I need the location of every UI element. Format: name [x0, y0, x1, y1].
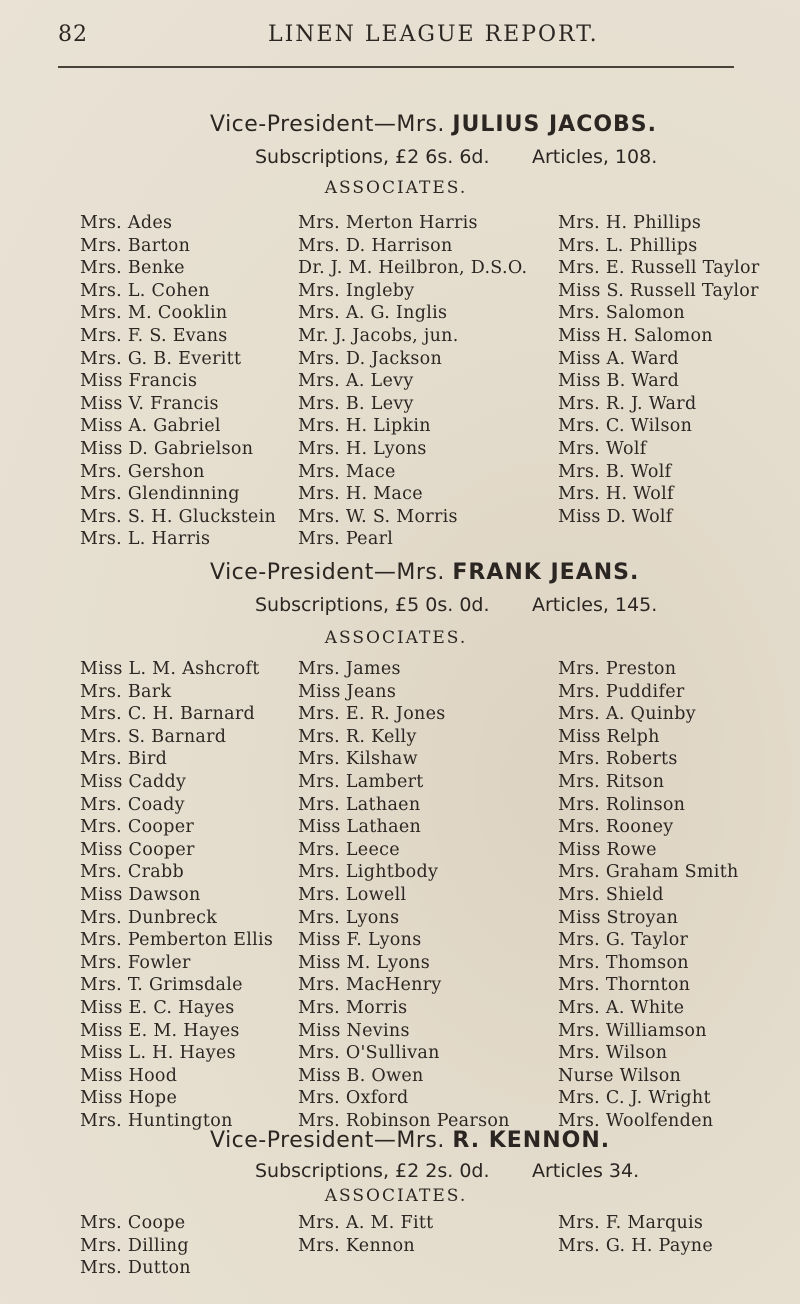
associate-name: Mrs. D. Jackson	[298, 348, 443, 369]
vice-president-name: JULIUS JACOBS.	[452, 112, 658, 137]
associate-name: Miss Hood	[80, 1065, 178, 1086]
associates-column-3	[558, 658, 739, 1132]
vice-president-prefix: Vice-President—Mrs.	[210, 1128, 445, 1153]
associates-heading: ASSOCIATES.	[324, 628, 468, 648]
associate-name: Mrs. Ingleby	[298, 280, 415, 301]
associate-name: Mrs. F. Marquis	[558, 1213, 704, 1233]
associate-name: Miss S. Russell Taylor	[558, 280, 759, 301]
associate-name: Miss V. Francis	[80, 393, 219, 414]
associate-name: Mrs. G. Taylor	[558, 930, 689, 951]
associate-name: Miss M. Lyons	[298, 952, 430, 973]
associate-name: Miss Hope	[80, 1088, 178, 1109]
associate-name: Miss A. Gabriel	[80, 416, 221, 437]
associate-name: Mrs. Gershon	[80, 461, 205, 482]
associates-column-3	[558, 212, 760, 528]
associate-name: Mrs. L. Cohen	[80, 280, 210, 301]
associate-name: Mrs. A. White	[558, 997, 685, 1018]
associate-name: Miss Jeans	[298, 681, 397, 702]
articles-total: Articles, 145.	[532, 594, 658, 616]
subscriptions-total: Subscriptions, £5 0s. 0d.	[255, 594, 490, 616]
running-title: LINEN LEAGUE REPORT.	[268, 22, 599, 47]
associate-name: Mrs. Thornton	[558, 975, 691, 996]
associate-name: Mrs. A. Quinby	[558, 704, 696, 725]
associate-name: Mrs. L. Harris	[80, 529, 211, 550]
associate-name: Mrs. Puddifer	[558, 681, 685, 702]
associate-name: Mrs. E. Russell Taylor	[558, 258, 760, 279]
associate-name: Mrs. S. H. Gluckstein	[80, 506, 277, 527]
associate-name: Mrs. Williamson	[558, 1020, 707, 1041]
subscriptions-total: Subscriptions, £2 6s. 6d.	[255, 146, 490, 168]
vice-president-prefix: Vice-President—Mrs.	[210, 560, 445, 585]
vice-president-heading	[210, 1128, 610, 1153]
associate-name: Mrs. Dunbreck	[80, 907, 218, 928]
associate-name: Mrs. Lathaen	[298, 794, 421, 815]
associate-name: Miss H. Salomon	[558, 325, 713, 346]
associate-name: Mrs. B. Wolf	[558, 461, 672, 482]
associate-name: Mrs. Ades	[80, 213, 173, 233]
associate-name: Mrs. B. Levy	[298, 393, 414, 414]
associate-name: Mrs. Preston	[558, 659, 677, 679]
associate-name: Mrs. C. Wilson	[558, 416, 693, 437]
associates-column-1	[80, 658, 273, 1132]
associate-name: Miss Francis	[80, 371, 198, 392]
associate-name: Mrs. Woolfenden	[558, 1110, 714, 1131]
associate-name: Mrs. James	[298, 659, 401, 679]
associate-name: Mrs. C. H. Barnard	[80, 704, 255, 725]
associate-name: Mrs. Morris	[298, 997, 408, 1018]
vice-president-heading	[210, 560, 639, 585]
associate-name: Nurse Wilson	[558, 1065, 682, 1086]
associate-name: Mrs. Lowell	[298, 884, 407, 905]
associate-name: Mrs. Benke	[80, 258, 185, 279]
associate-name: Mrs. Crabb	[80, 862, 184, 883]
vice-president-name: R. KENNON.	[452, 1128, 611, 1153]
associate-name: Mrs. G. B. Everitt	[80, 348, 242, 369]
associate-name: Mrs. Lambert	[298, 771, 424, 792]
associate-name: Miss D. Gabrielson	[80, 438, 254, 459]
associate-name: Miss B. Owen	[298, 1065, 424, 1086]
associate-name: Mrs. Huntington	[80, 1110, 233, 1131]
associate-name: Dr. J. M. Heilbron, D.S.O.	[298, 258, 528, 279]
associate-name: Mrs. A. Levy	[298, 371, 414, 392]
associate-name: Mrs. M. Cooklin	[80, 303, 228, 324]
associate-name: Mrs. Bark	[80, 681, 172, 702]
associate-name: Miss L. M. Ashcroft	[80, 659, 260, 679]
associate-name: Mrs. R. Kelly	[298, 726, 417, 747]
associate-name: Miss Lathaen	[298, 817, 422, 838]
associate-name: Mrs. A. M. Fitt	[298, 1213, 434, 1233]
associate-name: Miss F. Lyons	[298, 930, 422, 951]
associate-name: Mrs. Pearl	[298, 529, 394, 550]
associate-name: Mrs. H. Wolf	[558, 484, 674, 505]
articles-total: Articles, 108.	[532, 146, 658, 168]
associate-name: Mrs. Lyons	[298, 907, 400, 928]
associate-name: Mrs. Lightbody	[298, 862, 439, 883]
associate-name: Mrs. F. S. Evans	[80, 325, 228, 346]
associate-name: Miss L. H. Hayes	[80, 1043, 236, 1064]
vice-president-prefix: Vice-President—Mrs.	[210, 112, 445, 137]
associate-name: Mrs. H. Lyons	[298, 438, 427, 459]
associate-name: Miss D. Wolf	[558, 506, 673, 527]
associate-name: Mrs. Wolf	[558, 438, 647, 459]
associate-name: Mrs. C. J. Wright	[558, 1088, 711, 1109]
vice-president-name: FRANK JEANS.	[452, 560, 640, 585]
associate-name: Miss B. Ward	[558, 371, 680, 392]
associate-name: Mrs. Dilling	[80, 1235, 189, 1256]
associate-name: Mrs. E. R. Jones	[298, 704, 446, 725]
associate-name: Miss Nevins	[298, 1020, 410, 1041]
associate-name: Mrs. Ritson	[558, 771, 665, 792]
associate-name: Mrs. W. S. Morris	[298, 506, 458, 527]
associate-name: Mrs. Kennon	[298, 1235, 415, 1256]
associate-name: Mrs. Mace	[298, 461, 396, 482]
associate-name: Miss A. Ward	[558, 348, 679, 369]
associate-name: Mrs. Merton Harris	[298, 213, 478, 233]
associate-name: Mrs. Coope	[80, 1213, 186, 1233]
associate-name: Mrs. Thomson	[558, 952, 689, 973]
associates-column-2	[298, 212, 527, 551]
associate-name: Miss Cooper	[80, 839, 195, 860]
associate-name: Mrs. D. Harrison	[298, 235, 453, 256]
associate-name: Mrs. H. Phillips	[558, 213, 702, 233]
page-number: 82	[58, 22, 88, 47]
associate-name: Miss Stroyan	[558, 907, 679, 928]
associates-column-2	[298, 658, 510, 1132]
associate-name: Mr. J. Jacobs, jun.	[298, 325, 459, 346]
associate-name: Mrs. O'Sullivan	[298, 1043, 440, 1064]
associate-name: Mrs. Graham Smith	[558, 862, 739, 883]
associate-name: Mrs. Dutton	[80, 1258, 191, 1279]
associate-name: Mrs. A. G. Inglis	[298, 303, 448, 324]
associate-name: Mrs. Fowler	[80, 952, 191, 973]
associate-name: Mrs. Pemberton Ellis	[80, 930, 274, 951]
associate-name: Mrs. Rolinson	[558, 794, 686, 815]
associate-name: Mrs. R. J. Ward	[558, 393, 697, 414]
associate-name: Mrs. Wilson	[558, 1043, 668, 1064]
associates-column-3	[558, 1212, 713, 1257]
associate-name: Miss Caddy	[80, 771, 187, 792]
associate-name: Miss E. C. Hayes	[80, 997, 235, 1018]
associate-name: Mrs. Leece	[298, 839, 400, 860]
associate-name: Mrs. S. Barnard	[80, 726, 227, 747]
associate-name: Mrs. L. Phillips	[558, 235, 698, 256]
associate-name: Mrs. Robinson Pearson	[298, 1110, 510, 1131]
associates-heading: ASSOCIATES.	[324, 1186, 468, 1206]
subscriptions-total: Subscriptions, £2 2s. 0d.	[255, 1160, 490, 1182]
associate-name: Miss Dawson	[80, 884, 201, 905]
associate-name: Mrs. T. Grimsdale	[80, 975, 243, 996]
associates-column-1	[80, 1212, 191, 1280]
associate-name: Mrs. G. H. Payne	[558, 1235, 713, 1256]
associate-name: Mrs. Kilshaw	[298, 749, 418, 770]
vice-president-heading	[210, 112, 657, 137]
associate-name: Miss Relph	[558, 726, 660, 747]
associate-name: Mrs. H. Mace	[298, 484, 423, 505]
associate-name: Mrs. Coady	[80, 794, 185, 815]
associate-name: Mrs. Cooper	[80, 817, 195, 838]
associate-name: Miss Rowe	[558, 839, 657, 860]
associate-name: Mrs. MacHenry	[298, 975, 442, 996]
header-rule	[58, 66, 734, 68]
associate-name: Miss E. M. Hayes	[80, 1020, 240, 1041]
associates-heading: ASSOCIATES.	[324, 178, 468, 198]
associate-name: Mrs. Oxford	[298, 1088, 409, 1109]
associate-name: Mrs. Bird	[80, 749, 168, 770]
associate-name: Mrs. Salomon	[558, 303, 685, 324]
page-header	[0, 22, 800, 62]
associate-name: Mrs. Shield	[558, 884, 664, 905]
associate-name: Mrs. Barton	[80, 235, 191, 256]
associate-name: Mrs. Glendinning	[80, 484, 240, 505]
associates-column-2	[298, 1212, 434, 1257]
articles-total: Articles 34.	[532, 1160, 640, 1182]
associate-name: Mrs. H. Lipkin	[298, 416, 431, 437]
associate-name: Mrs. Roberts	[558, 749, 678, 770]
associate-name: Mrs. Rooney	[558, 817, 674, 838]
associates-column-1	[80, 212, 276, 551]
